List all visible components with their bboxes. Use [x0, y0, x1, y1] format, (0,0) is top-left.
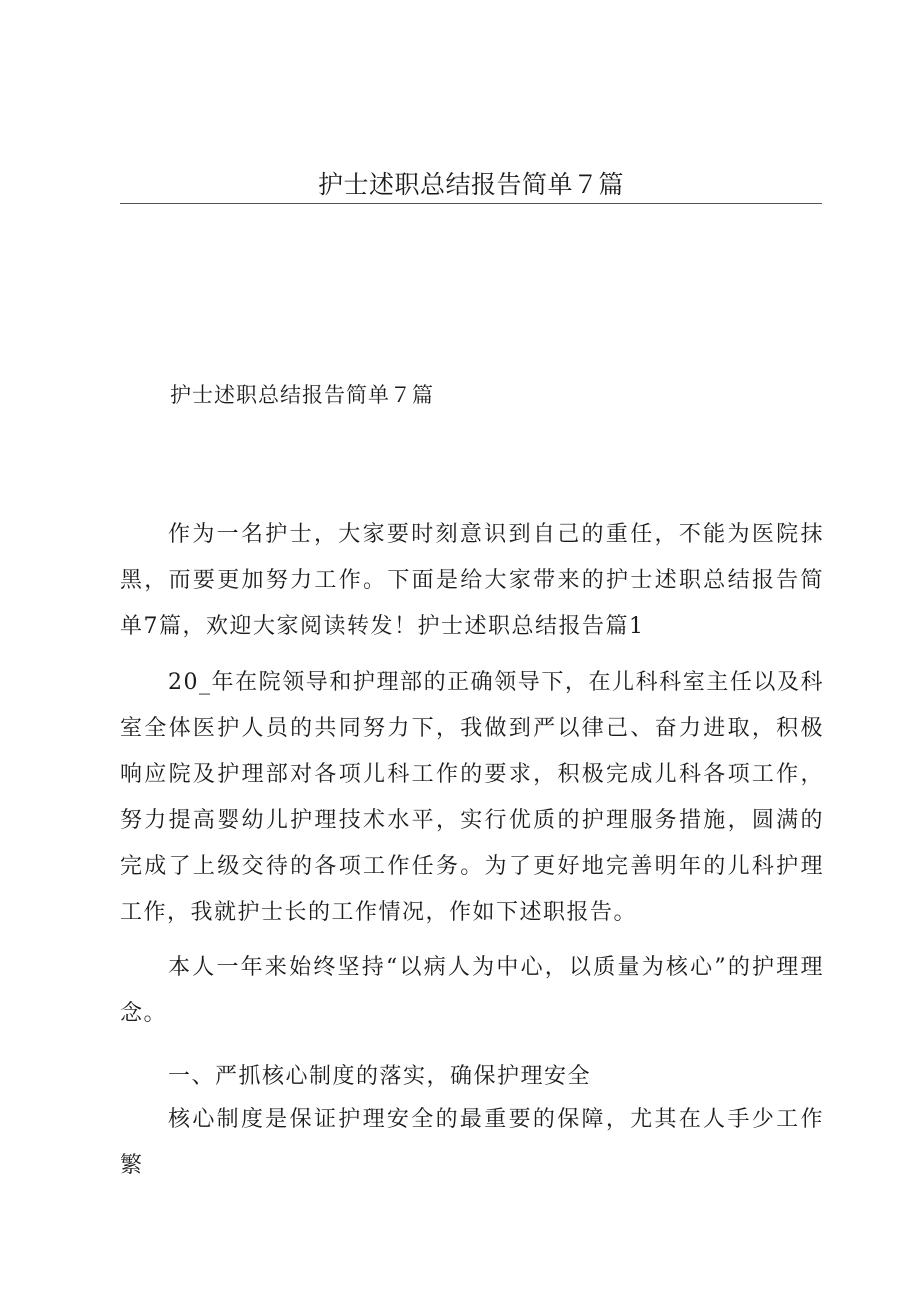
paragraph-belief: 本人一年来始终坚持“以病人为中心，以质量为核心”的护理理念。: [120, 955, 824, 1026]
section-heading: 一、严抓核心制度的落实，确保护理安全: [168, 1064, 592, 1089]
paragraph-intro-block: [120, 512, 824, 650]
header-divider: [120, 203, 822, 204]
header-title: 护士述职总结报告简单７篇: [317, 170, 624, 199]
paragraph-intro: 作为一名护士，大家要时刻意识到自己的重任，不能为医院抹黑，而要更加努力工作。下面是给大家带来的护士述职总结报告简单7篇，欢迎大家阅读转发！护士述职总结报告篇1: [120, 522, 824, 639]
section-heading-block: [120, 1054, 824, 1100]
paragraph-belief-block: [120, 945, 824, 1037]
paragraph-main: 20_年在院领导和护理部的正确领导下，在儿科科室主任以及科室全体医护人员的共同努力下，我做到严以律己、奋力进取，积极响应院及护理部对各项儿科工作的要求，积极完成儿科各项工作，努力提高婴幼儿护理技术水平，实行优质的护理服务措施，圆满的完成了上级交待的各项工作任务。为了更好地完善明年的儿科护理工作，我就护士长的工作情况，作如下述职报告。: [120, 670, 824, 925]
paragraph-main-block: [120, 660, 824, 936]
paragraph-core: 核心制度是保证护理安全的最重要的保障，尤其在人手少工作繁: [120, 1107, 824, 1178]
paragraph-core-block: [120, 1097, 824, 1189]
document-title: 护士述职总结报告简单７篇: [170, 383, 434, 407]
